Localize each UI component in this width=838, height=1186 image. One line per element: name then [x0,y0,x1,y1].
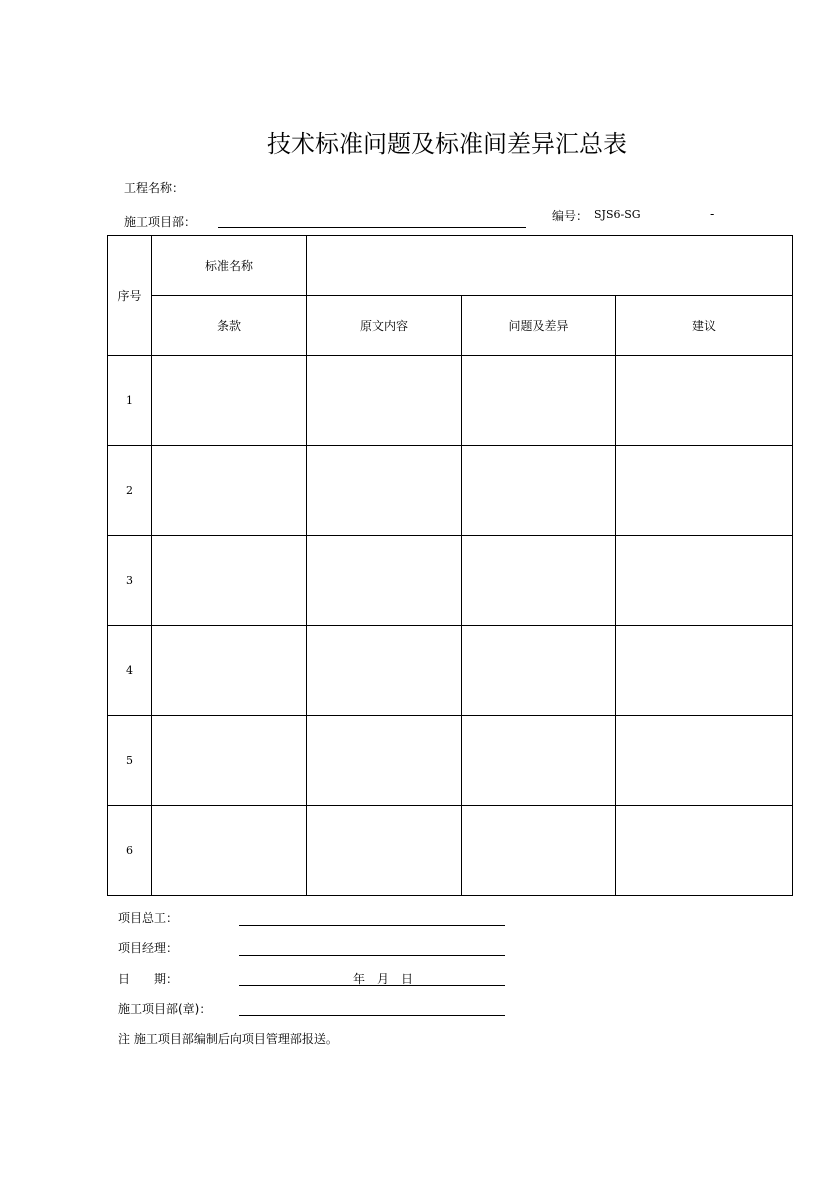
table-cell[interactable] [307,536,462,626]
dept-label: 施工项目部： [124,215,197,229]
table-row [108,626,793,716]
table-cell[interactable] [462,536,616,626]
table-cell[interactable] [152,536,307,626]
table-cell[interactable] [152,806,307,896]
page-title: 技术标准问题及标准间差异汇总表 [267,130,627,158]
date-label: 日 期： [118,972,179,986]
seal-label: 施工项目部(章)： [118,1002,212,1016]
table-cell[interactable] [152,626,307,716]
date-value: 年 月 日 [353,972,414,986]
table-row [108,446,793,536]
table-row [108,806,793,896]
row-number: 2 [108,446,152,536]
table-cell[interactable] [152,356,307,446]
table-row [108,716,793,806]
code-value: SJS6-SG [594,208,641,221]
row-number: 6 [108,806,152,896]
note: 注 施工项目部编制后向项目管理部报送。 [118,1032,338,1046]
seal-line[interactable] [239,1015,505,1016]
summary-table [107,235,793,896]
standard-name-header: 标准名称 [152,236,307,296]
table-cell[interactable] [307,806,462,896]
table-cell[interactable] [616,446,793,536]
standard-name-cell[interactable] [307,236,793,296]
table-cell[interactable] [307,716,462,806]
table-cell[interactable] [616,356,793,446]
table-cell[interactable] [616,536,793,626]
table-cell[interactable] [462,356,616,446]
table-cell[interactable] [616,626,793,716]
column-header: 条款 [152,296,307,356]
table-cell[interactable] [307,626,462,716]
table-row [108,536,793,626]
table-cell[interactable] [616,806,793,896]
table-row [108,356,793,446]
manager-label: 项目经理： [118,941,179,955]
table-cell[interactable] [152,446,307,536]
table-cell[interactable] [307,356,462,446]
row-number: 5 [108,716,152,806]
row-number: 3 [108,536,152,626]
table-cell[interactable] [462,446,616,536]
table-cell[interactable] [462,716,616,806]
date-line[interactable] [239,985,505,986]
table-cell[interactable] [462,626,616,716]
table-cell[interactable] [462,806,616,896]
manager-line[interactable] [239,955,505,956]
chief-engineer-line[interactable] [239,925,505,926]
table-cell[interactable] [152,716,307,806]
column-header: 建议 [616,296,793,356]
code-label: 编号： [552,209,589,223]
row-number: 1 [108,356,152,446]
code-suffix: - [710,207,715,221]
column-header: 问题及差异 [462,296,616,356]
dept-field-line[interactable] [218,227,526,228]
row-number: 4 [108,626,152,716]
column-header: 原文内容 [307,296,462,356]
seq-header: 序号 [108,236,152,356]
project-name-label: 工程名称： [124,181,185,195]
chief-engineer-label: 项目总工： [118,911,179,925]
table-cell[interactable] [307,446,462,536]
table-cell[interactable] [616,716,793,806]
